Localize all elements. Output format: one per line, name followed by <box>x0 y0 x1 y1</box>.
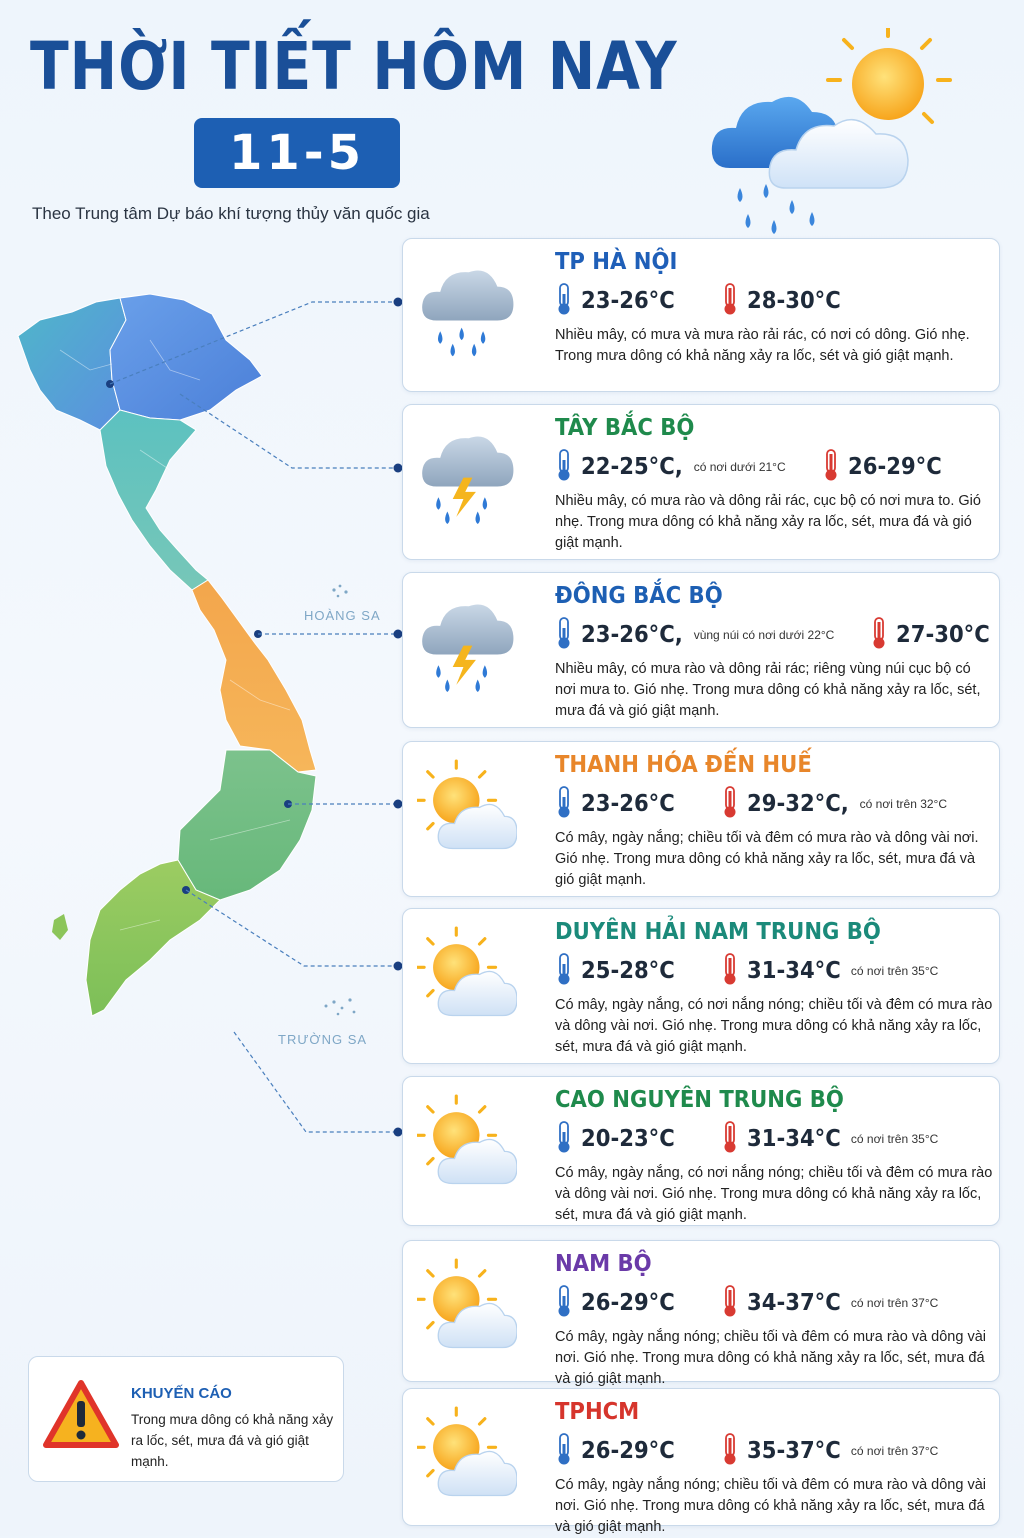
region-description: Nhiều mây, có mưa rào và dông rải rác; riêng vùng núi cục bộ có nơi mưa to. Gió nhẹ. Trong mưa dông có khả năng xảy ra lốc, sét, mưa đá và gió giật mạnh. <box>555 661 981 719</box>
hot-thermometer-icon <box>870 616 896 655</box>
region-description: Nhiều mây, có mưa rào và dông rải rác, cục bộ có nơi mưa to. Gió nhẹ. Trong mưa dông có khả năng xảy ra lốc, sét, mưa đá và gió giật mạnh. <box>555 493 981 551</box>
warning-text: Trong mưa dông có khả năng xảy ra lốc, sét, mưa đá và gió giật mạnh. <box>131 1412 334 1469</box>
warning-triangle-icon <box>43 1379 119 1449</box>
temperature-row <box>555 953 948 989</box>
truong-sa-label: TRƯỜNG SA <box>278 1032 368 1047</box>
temperature-row <box>555 1433 948 1469</box>
cold-thermometer-icon <box>555 1284 581 1323</box>
cold-thermometer-icon <box>555 616 581 655</box>
region-card <box>402 1240 1000 1387</box>
region-card <box>402 741 1000 897</box>
temperature-row <box>555 283 861 319</box>
region-description: Có mây, ngày nắng, có nơi nắng nóng; chiều tối và đêm có mưa rào và dông vài nơi. Gió nhẹ. Trong mưa dông có khả năng xảy ra lốc, sét, mưa đá và gió giật mạnh. <box>555 1165 993 1223</box>
cold-thermometer-icon <box>555 282 581 321</box>
thunderstorm-cloud-icon <box>417 419 517 529</box>
region-description: Có mây, ngày nắng, có nơi nắng nóng; chiều tối và đêm có mưa rào và dông vài nơi. Gió nhẹ. Trong mưa dông có khả năng xảy ra lốc, sét, mưa đá và gió giật mạnh. <box>555 997 993 1055</box>
region-description: Nhiều mây, có mưa và mưa rào rải rác, có nơi có dông. Gió nhẹ. Trong mưa dông có khả năng xảy ra lốc, sét và gió giật mạnh. <box>555 327 970 364</box>
region-card <box>402 1388 1000 1535</box>
region-description: Có mây, ngày nắng nóng; chiều tối và đêm có mưa rào và dông vài nơi. Gió nhẹ. Trong mưa dông có khả năng xảy ra lốc, sét, mưa đá và gió giật mạnh. <box>555 1329 986 1387</box>
sun-cloud-icon <box>417 1091 517 1201</box>
region-name: CAO NGUYÊN TRUNG BỘ <box>555 1087 844 1113</box>
temperature-row <box>555 617 1010 653</box>
rain-cloud-icon <box>417 253 517 363</box>
sun-cloud-icon <box>417 1403 517 1513</box>
region-card <box>402 908 1000 1064</box>
low-temp: 23-26°C <box>581 791 675 817</box>
date-badge: 11-5 <box>194 118 400 188</box>
cold-thermometer-icon <box>555 952 581 991</box>
temperature-row <box>555 1121 948 1157</box>
region-card <box>402 238 1000 392</box>
region-card <box>402 1076 1000 1226</box>
nha-trang-dot <box>284 800 292 808</box>
hoang-sa-label: HOÀNG SA <box>304 608 381 623</box>
hot-thermometer-icon <box>822 448 848 487</box>
high-temp: 28-30°C <box>746 288 841 314</box>
low-temp: 26-29°C <box>581 1438 675 1464</box>
region-card <box>402 404 1000 560</box>
high-temp-note: có nơi trên 35°C <box>850 1132 939 1146</box>
sun-cloud-icon <box>417 1255 517 1365</box>
region-name: DUYÊN HẢI NAM TRUNG BỘ <box>555 919 881 945</box>
low-temp-note: vùng núi có nơi dưới 22°C <box>693 628 835 642</box>
low-temp: 20-23°C <box>581 1126 675 1152</box>
hot-thermometer-icon <box>721 952 747 991</box>
high-temp: 31-34°C <box>746 1126 841 1152</box>
high-temp-note: có nơi trên 37°C <box>850 1296 939 1310</box>
low-temp: 22-25°C, <box>581 454 683 480</box>
high-temp: 29-32°C, <box>746 791 849 817</box>
vietnam-map <box>0 280 420 1080</box>
region-name: NAM BỘ <box>555 1251 652 1277</box>
temperature-row <box>555 449 962 485</box>
low-temp: 23-26°C, <box>581 622 683 648</box>
cold-thermometer-icon <box>555 448 581 487</box>
hot-thermometer-icon <box>721 785 747 824</box>
region-name: TÂY BẮC BỘ <box>555 415 695 441</box>
region-name: TPHCM <box>555 1399 640 1425</box>
hot-thermometer-icon <box>721 1284 747 1323</box>
low-temp: 25-28°C <box>581 958 675 984</box>
page-title: THỜI TIẾT HÔM NAY <box>30 28 678 105</box>
hot-thermometer-icon <box>721 282 747 321</box>
hot-thermometer-icon <box>721 1120 747 1159</box>
low-temp: 23-26°C <box>581 288 675 314</box>
region-description: Có mây, ngày nắng nóng; chiều tối và đêm có mưa rào và dông vài nơi. Gió nhẹ. Trong mưa dông có khả năng xảy ra lốc, sét, mưa đá và gió giật mạnh. <box>555 1477 986 1535</box>
hanoi-dot <box>106 380 114 388</box>
source-text: Theo Trung tâm Dự báo khí tượng thủy văn quốc gia <box>32 204 430 223</box>
high-temp: 26-29°C <box>847 454 942 480</box>
cold-thermometer-icon <box>555 1432 581 1471</box>
high-temp: 31-34°C <box>746 958 841 984</box>
temperature-row <box>555 1285 948 1321</box>
cold-thermometer-icon <box>555 1120 581 1159</box>
high-temp-note: có nơi trên 35°C <box>850 964 939 978</box>
danang-dot <box>254 630 262 638</box>
low-temp: 26-29°C <box>581 1290 675 1316</box>
hcm-dot <box>182 886 190 894</box>
thunderstorm-cloud-icon <box>417 587 517 697</box>
high-temp-note: có nơi trên 32°C <box>859 797 948 811</box>
high-temp: 34-37°C <box>746 1290 841 1316</box>
region-name: TP HÀ NỘI <box>555 249 678 275</box>
region-name: ĐÔNG BẮC BỘ <box>555 583 723 609</box>
sun-cloud-icon <box>417 756 517 866</box>
region-card <box>402 572 1000 728</box>
sun-rain-cloud-icon <box>700 28 960 238</box>
warning-title: KHUYẾN CÁO <box>131 1385 232 1402</box>
high-temp: 35-37°C <box>746 1438 841 1464</box>
low-temp-note: có nơi dưới 21°C <box>693 460 786 474</box>
high-temp-note: có nơi trên 37°C <box>850 1444 939 1458</box>
sun-cloud-icon <box>417 923 517 1033</box>
region-description: Có mây, ngày nắng; chiều tối và đêm có mưa rào và dông vài nơi. Gió nhẹ. Trong mưa dông có khả năng xảy ra lốc, sét, mưa đá và gió giật mạnh. <box>555 830 979 888</box>
hot-thermometer-icon <box>721 1432 747 1471</box>
warning-box <box>28 1356 344 1482</box>
region-name: THANH HÓA ĐẾN HUẾ <box>555 752 812 778</box>
cold-thermometer-icon <box>555 785 581 824</box>
high-temp: 27-30°C <box>896 622 991 648</box>
temperature-row <box>555 786 957 822</box>
